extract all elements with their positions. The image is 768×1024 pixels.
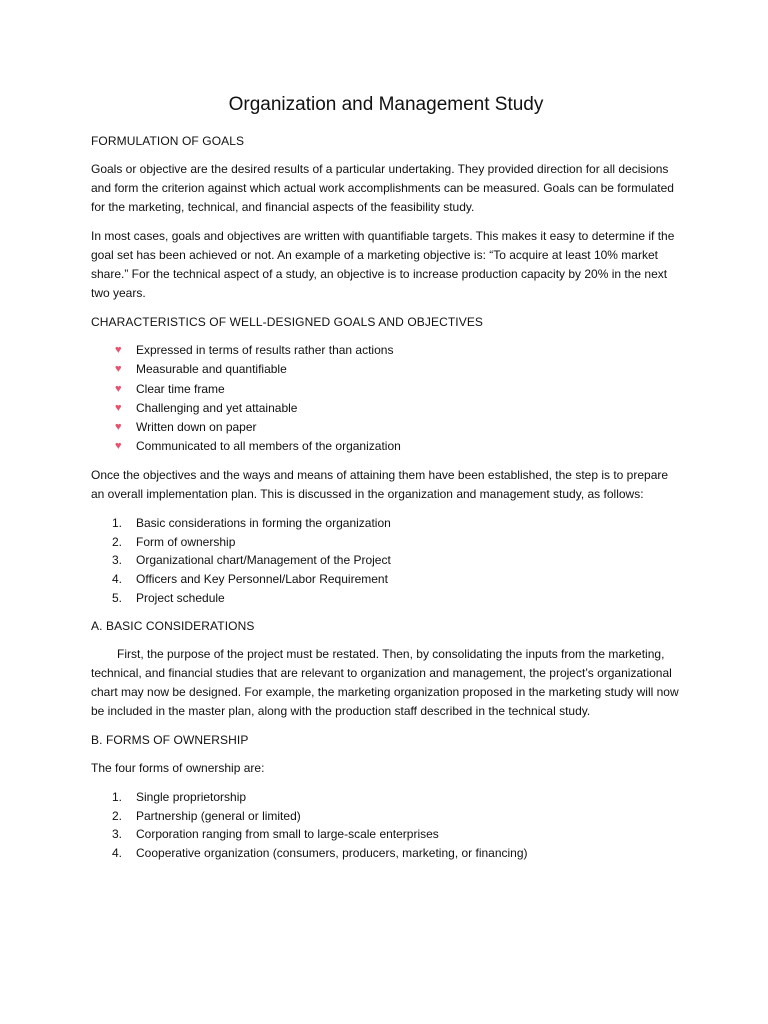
list-item (91, 551, 681, 570)
list-item (91, 807, 681, 826)
list-item (91, 360, 681, 379)
characteristics-list (91, 341, 681, 457)
list-item-text: Form of ownership (136, 534, 236, 549)
heart-icon: ♥ (115, 401, 122, 414)
implementation-paragraph: Once the objectives and the ways and means of attaining them have been established, the step is to prepare an overall implementation plan. This is discussed in the organization and management study, as follows: (91, 467, 669, 501)
heart-icon: ♥ (115, 421, 122, 434)
heart-icon: ♥ (115, 382, 122, 395)
section-heading-characteristics: CHARACTERISTICS OF WELL-DESIGNED GOALS AND OBJECTIVES (91, 315, 484, 329)
list-item-text: Organizational chart/Management of the Project (136, 553, 391, 568)
list-item (91, 589, 681, 608)
list-item-text: Basic considerations in forming the organization (136, 515, 391, 530)
list-item-text: Communicated to all members of the organization (136, 439, 401, 454)
list-item-text: Officers and Key Personnel/Labor Requirement (136, 572, 388, 587)
list-item (91, 341, 681, 360)
list-item (91, 533, 681, 552)
list-item (91, 437, 681, 456)
list-item-text: Partnership (general or limited) (136, 808, 301, 823)
heart-icon: ♥ (115, 344, 122, 356)
section-heading-formulation: FORMULATION OF GOALS (91, 134, 245, 148)
list-item-text: Written down on paper (136, 420, 257, 435)
list-item (91, 844, 681, 863)
list-item (91, 514, 681, 533)
list-item (91, 418, 681, 437)
list-item-text: Single proprietorship (136, 789, 247, 804)
ownership-list (91, 788, 681, 863)
list-number: 1. (112, 515, 123, 530)
list-item (91, 570, 681, 589)
basic-considerations-paragraph: First, the purpose of the project must be restated. Then, by consolidating the inputs from the marketing, technical, and financial studies that are relevant to organization and management, the project’s organizational chart may now be designed. For example, the marketing organization proposed in the marketing study will now be included in the master plan, along with the production staff described in the technical study. (91, 646, 679, 718)
list-number: 2. (112, 534, 123, 549)
list-number: 5. (112, 590, 123, 605)
list-number: 4. (112, 846, 123, 861)
formulation-paragraph-1: Goals or objective are the desired results of a particular undertaking. They provided direction for all decisions and form the criterion against which actual work accomplishments can be measured. Goals can be formulated for the marketing, technical, and financial aspects of the feasibility study. (91, 162, 674, 214)
list-number: 2. (112, 808, 123, 823)
ownership-intro: The four forms of ownership are: (91, 760, 265, 775)
heart-icon: ♥ (115, 363, 122, 376)
study-steps-list (91, 514, 681, 608)
section-heading-basic-considerations: A. BASIC CONSIDERATIONS (91, 618, 255, 633)
list-item-text: Expressed in terms of results rather than actions (136, 343, 394, 357)
formulation-paragraph-2: In most cases, goals and objectives are written with quantifiable targets. This makes it easy to determine if the goal set has been achieved or not. An example of a marketing objective is: “To acquire at least 10% market share.” For the technical aspect of a study, an objective is to increase production capacity by 20% in the next two years. (91, 229, 675, 300)
list-number: 4. (112, 572, 123, 587)
list-item-text: Cooperative organization (consumers, producers, marketing, or financing) (136, 846, 528, 861)
list-number: 1. (112, 789, 123, 804)
list-item-text: Challenging and yet attainable (136, 400, 298, 415)
list-item-text: Corporation ranging from small to large-scale enterprises (136, 827, 439, 842)
list-item-text: Project schedule (136, 590, 225, 605)
list-number: 3. (112, 827, 123, 842)
list-item (91, 788, 681, 807)
list-item (91, 399, 681, 418)
list-item (91, 825, 681, 844)
list-item-text: Measurable and quantifiable (136, 362, 287, 377)
list-number: 3. (112, 553, 123, 568)
heart-icon: ♥ (115, 440, 122, 453)
section-heading-forms-of-ownership: B. FORMS OF OWNERSHIP (91, 732, 249, 747)
list-item-text: Clear time frame (136, 381, 225, 396)
document-page (91, 92, 681, 872)
document-title: Organization and Management Study (228, 94, 544, 115)
list-item (91, 380, 681, 399)
